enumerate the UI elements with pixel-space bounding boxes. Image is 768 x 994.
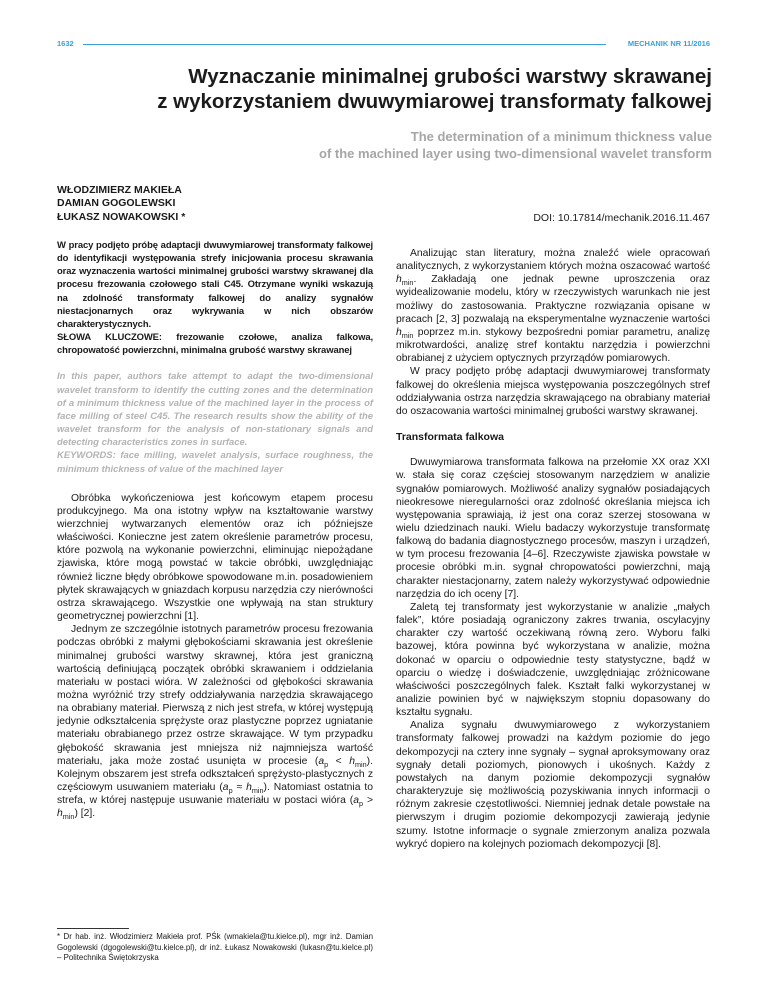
footnote-text: * Dr hab. inż. Włodzimierz Makieła prof. PŚk (wmakiela@tu.kielce.pl), mgr inż. Damian Gogolewski (dgogolewski@tu.kielce.pl), dr inż. Łukasz Nowakowski (lukasn@tu.kielce.pl) – Politechnika Świętokrzyska: [57, 932, 373, 962]
keywords-polish: SŁOWA KLUCZOWE: frezowanie czołowe, analiza falkowa, chropowatość powierzchni, minimalna grubość warstwy skrawanej: [57, 332, 373, 357]
author-name: ŁUKASZ NOWAKOWSKI *: [57, 210, 186, 223]
abstract-english-text: In this paper, authors take attempt to adapt the two-dimensional wavelet transform to identify the cutting zones and the determination of a minimum thickness value of the machined layer in the process of face milling of steel C45. The research results show the ability of the wavelet transform for the analysis of non-stationary signals and detecting characteristics zones in surface.: [57, 371, 373, 449]
article-title: [30, 64, 712, 114]
abstract-polish: W pracy podjęto próbę adaptacji dwuwymiarowej transformaty falkowej do identyfikacji występowania strefy inicjowania procesu skrawania oraz wyznaczenia wartości minimalnej grubości warstwy skrawanej dla procesu frezowania czołowego stali C45. Otrzymane wyniki wskazują na zdolność transformaty falkowej do analizy sygnałów niestacjonarnych oraz wykrywania w nich obszarów charakterystycznych.: [57, 240, 373, 330]
keywords-english: KEYWORDS: face milling, wavelet analysis, surface roughness, the minimum thickness of value of the machined layer: [57, 450, 373, 475]
author-name: DAMIAN GOGOLEWSKI: [57, 197, 176, 210]
right-column: [396, 247, 710, 851]
wavelet-paragraph-2: Zaletą tej transformaty jest wykorzystanie w analizie „małych falek”, które posiadają ograniczony zakres trwania, oscylacyjny charakter czy wartość oczekiwaną równą zero. Wyboru falki bazowej, która powinna być wykorzystana w analizie, można dokonać w oparciu o odpowiednie testy statystyczne, bądź w oparciu o wiedzę i doświadczenie, uwzględniając zróżnicowane właściwości poszczególnych falek. Kształt falki wykorzystanej w analizie powinien być w największym stopniu dopasowany do kształtu sygnału.: [396, 601, 710, 719]
left-column: [57, 239, 373, 821]
author-footnote: [57, 928, 373, 964]
title-line-1: Wyznaczanie minimalnej grubości warstwy skrawanej: [188, 65, 712, 88]
header-rule: [83, 44, 606, 45]
literature-paragraph: Analizując stan literatury, można znaleźć wiele opracowań analitycznych, z wykorzystaniem których można oszacować wartość $h_{min}$. Zakładają one jednak pewne uproszczenia oraz wyidealizowanie modelu, który w rzeczywistych warunkach nie jest możliwy do zastosowania. Praktyczne rozwiązania opisane w pracach [2, 3] pozwalają na eksperymentalne wyznaczenie wartości $h_{min}$ poprzez m.in. stykowy bezpośredni pomiar parametru, analizę mikrotwardości, analizę stref kontaktu narzędzia i powierzchni obrabianej z użyciem optycznych przyrządów pomiarowych.: [396, 248, 710, 365]
journal-issue: MECHANIK NR 11/2016: [627, 39, 710, 48]
running-header: [57, 37, 710, 51]
doi-link[interactable]: DOI: 10.17814/mechanik.2016.11.467: [533, 212, 710, 224]
aim-paragraph: W pracy podjęto próbę adaptacji dwuwymiarowej transformaty falkowej do określenia miejsca występowania poszczególnych stref oddziaływania ostrza narzędzia skrawającego na obrabiany materiał do oszacowania wartości minimalnej grubości warstwy skrawanej.: [396, 366, 710, 417]
page-number: 1632: [57, 39, 74, 48]
intro-paragraph: Obróbka wykończeniowa jest końcowym etapem procesu produkcyjnego. Ma ona istotny wpływ na kształtowanie warstwy wierzchniej wytwarzanych elementów oraz ich późniejsze właściwości. Konieczne jest zatem określenie parametrów procesu, które pozwolą na wykonanie powierzchni, eliminując niepożądane zjawiska, które mogą powstać w takcie obróbki, uwzględniając również liczne błędy obróbkowe spowodowane m.in. posadowieniem płytek skrawających w gniazdach korpusu narzędzia czy nierówności ostrza skrawającego. Wszystkie one wpływają na stan struktury geometrycznej powierzchni [1].: [57, 492, 373, 623]
subtitle-line-1: The determination of a minimum thickness value: [410, 129, 712, 144]
subtitle-line-2: of the machined layer using two-dimensional wavelet transform: [319, 146, 712, 161]
footnote-rule: [57, 928, 129, 929]
wavelet-paragraph-3: Analiza sygnału dwuwymiarowego z wykorzystaniem transformaty falkowej prowadzi na każdym poziomie do jego dekompozycji na cztery inne sygnały – sygnał aproksymowany oraz sygnały detali poziomych, pionowych i ukośnych. Każdy z powstałych na danym poziomie dekompozycji sygnałów charakteryzuje się możliwością pozyskiwania innych informacji o różnym zakresie częstotliwości. Niemniej jednak detale powstałe na pierwszym i drugim poziomie dekompozycji zawierają jedynie szumy. Istotne informacje o sygnale zmierzonym analiza pozwala wykryć dopiero na kolejnych poziomach dekompozycji [8].: [396, 720, 710, 850]
author-list: [57, 184, 357, 224]
author-name: WŁODZIMIERZ MAKIEŁA: [57, 184, 182, 196]
zones-paragraph: Jednym ze szczególnie istotnych parametrów procesu frezowania podczas obróbki z małymi głębokościami skrawania jest określenie minimalnej grubości warstwy skrawnej, która jest graniczną wartością definiującą początek obróbki skrawaniem i oddzielania materiału w postaci wióra. W zależności od głębokości skrawania można wyróżnić trzy strefy oddziaływania narzędzia skrawającego na obrabiany materiał. Pierwszą z nich jest strefa, w której występują jedynie odkształcenia sprężyste oraz plastyczne poprzez ugniatanie materiału obrabianego przez ostrze skrawające. W tym przypadku głębokość skrawania jest mniejsza niż najmniejsza wartość materiału, jaka może zostać usunięta w procesie $(a_p < h_{min})$. Kolejnym obszarem jest strefa odkształceń sprężysto-plastycznych z częściowym usuwaniem materiału $(a_p \approx h_{min})$. Natomiast ostatnia to strefa, w której następuje usuwanie materiału w postaci wióra $(a_p > h_{min})$ [2].: [57, 624, 373, 822]
abstract-english: [57, 370, 373, 475]
article-subtitle: [120, 128, 712, 162]
wavelet-paragraph-1: Dwuwymiarowa transformata falkowa na przełomie XX oraz XXI w. stała się coraz częściej stosowanym narzędziem w analizie sygnałów pomiarowych. Możliwość analizy sygnałów posiadających nieokresowe nieregularności oraz zdolność określania miejsca ich występowania sprawiają, iż jest ona coraz szerzej stosowana w wielu dziedzinach nauki. Wielu badaczy wykorzystuje transformatę falkową do badania diagnostycznego procesów, maszyn i urządzeń, w tym procesu frezowania [4–6]. Rzeczywiste zjawiska powstałe w procesie obróbki m.in. sygnał chropowatości powierzchni, mają charakter niestacjonarny, zatem należy wykorzystywać odpowiednie narzędzia do ich oceny [7].: [396, 457, 710, 600]
title-line-2: z wykorzystaniem dwuwymiarowej transformaty falkowej: [157, 90, 712, 113]
section-heading: Transformata falkowa: [396, 431, 504, 444]
